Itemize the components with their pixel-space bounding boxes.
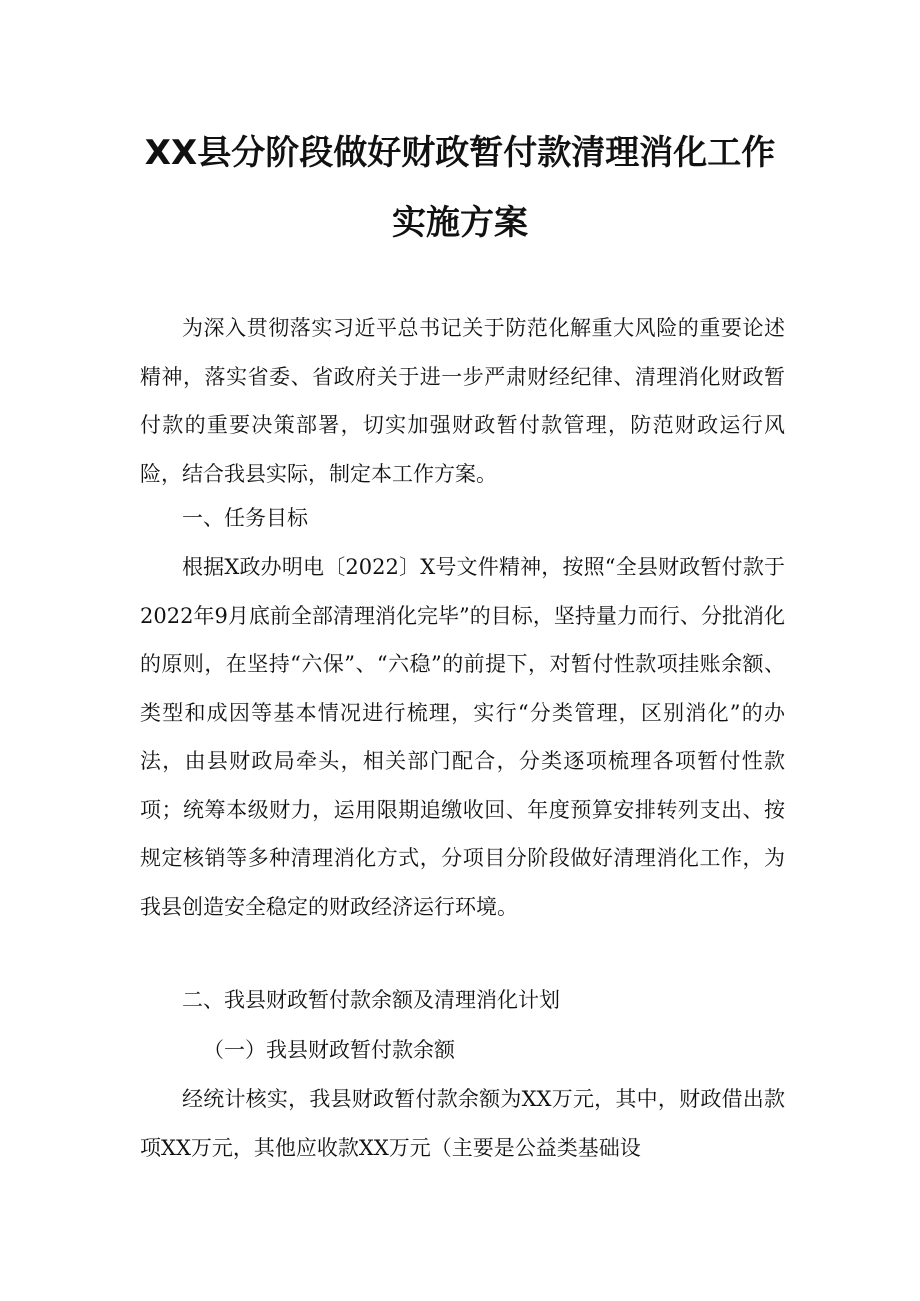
document-title-line-2: 实施方案 xyxy=(392,203,528,243)
document-title-line-1: XX县分阶段做好财政暂付款清理消化工作 xyxy=(144,133,776,173)
section-2-heading: 二、我县财政暂付款余额及清理消化计划 xyxy=(182,988,560,1012)
section-1-heading: 一、任务目标 xyxy=(182,506,308,530)
subsection-1-paragraph: 经统计核实，我县财政暂付款余额为XX万元，其中，财政借出款项XX万元，其他应收款XX万元（主要是公益类基础设 xyxy=(140,1087,785,1160)
subsection-1-heading: （一）我县财政暂付款余额 xyxy=(203,1038,455,1062)
intro-paragraph: 为深入贯彻落实习近平总书记关于防范化解重大风险的重要论述精神，落实省委、省政府关于进一步严肃财经纪律、清理消化财政暂付款的重要决策部署，切实加强财政暂付款管理，防范财政运行风险，结合我县实际，制定本工作方案。 xyxy=(140,316,785,486)
section-1-paragraph: 根据X政办明电〔2022〕X号文件精神，按照“全县财政暂付款于2022年9月底前全部清理消化完毕”的目标，坚持量力而行、分批消化的原则，在坚持“六保”、“六稳”的前提下，对暂付性款项挂账余额、类型和成因等基本情况进行梳理，实行“分类管理，区别消化”的办法，由县财政局牵头，相关部门配合，分类逐项梳理各项暂付性款项；统筹本级财力，运用限期追缴收回、年度预算安排转列支出、按规定核销等多种清理消化方式，分项目分阶段做好清理消化工作，为我县创造安全稳定的财政经济运行环境。 xyxy=(140,555,785,919)
